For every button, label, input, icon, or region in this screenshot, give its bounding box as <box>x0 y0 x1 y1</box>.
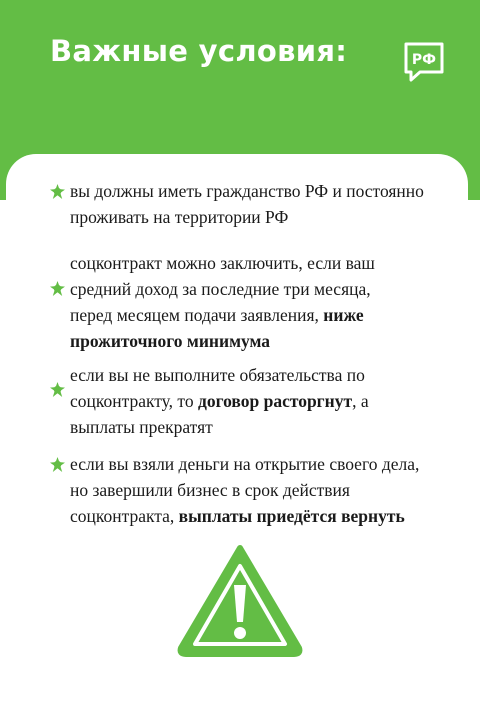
condition-3-line-2-end: , а <box>352 391 369 411</box>
badge-text: РФ <box>411 52 437 68</box>
condition-2-line-3: перед месяцем подачи заявления, <box>70 305 319 325</box>
page-title: Важные условия: <box>50 34 348 68</box>
chat-bubble-rf-icon <box>402 40 446 84</box>
condition-2-line-2: средний доход за последние три месяца, <box>70 279 371 299</box>
condition-4-line-2: но завершили бизнес в срок действия <box>70 480 350 500</box>
condition-4-bold: выплаты приедётся вернуть <box>178 506 405 526</box>
condition-4-line-3-start: соцконтракта, <box>70 506 175 526</box>
condition-2-line-1: соцконтракт можно заключить, если ваш <box>70 253 375 273</box>
condition-3-line-3: выплаты прекратят <box>70 417 213 437</box>
green-star-bullet-icon <box>50 457 65 472</box>
condition-4-line-1: если вы взяли деньги на открытие своего дела, <box>70 454 420 474</box>
condition-3-line-2-start: соцконтракту, то <box>70 391 194 411</box>
condition-2-bold-1: ниже <box>323 305 364 325</box>
condition-1-line-2: проживать на территории РФ <box>70 207 289 227</box>
green-star-bullet-icon <box>50 184 65 199</box>
warning-triangle-icon <box>175 540 305 660</box>
condition-3-bold: договор расторгнут <box>197 391 353 411</box>
condition-2-bold-2: прожиточного минимума <box>70 331 271 351</box>
condition-3-line-1: если вы не выполните обязательства по <box>70 365 365 385</box>
green-star-bullet-icon <box>50 382 65 397</box>
condition-1-line-1: вы должны иметь гражданство РФ и постоянно <box>70 181 424 201</box>
green-star-bullet-icon <box>50 281 65 296</box>
